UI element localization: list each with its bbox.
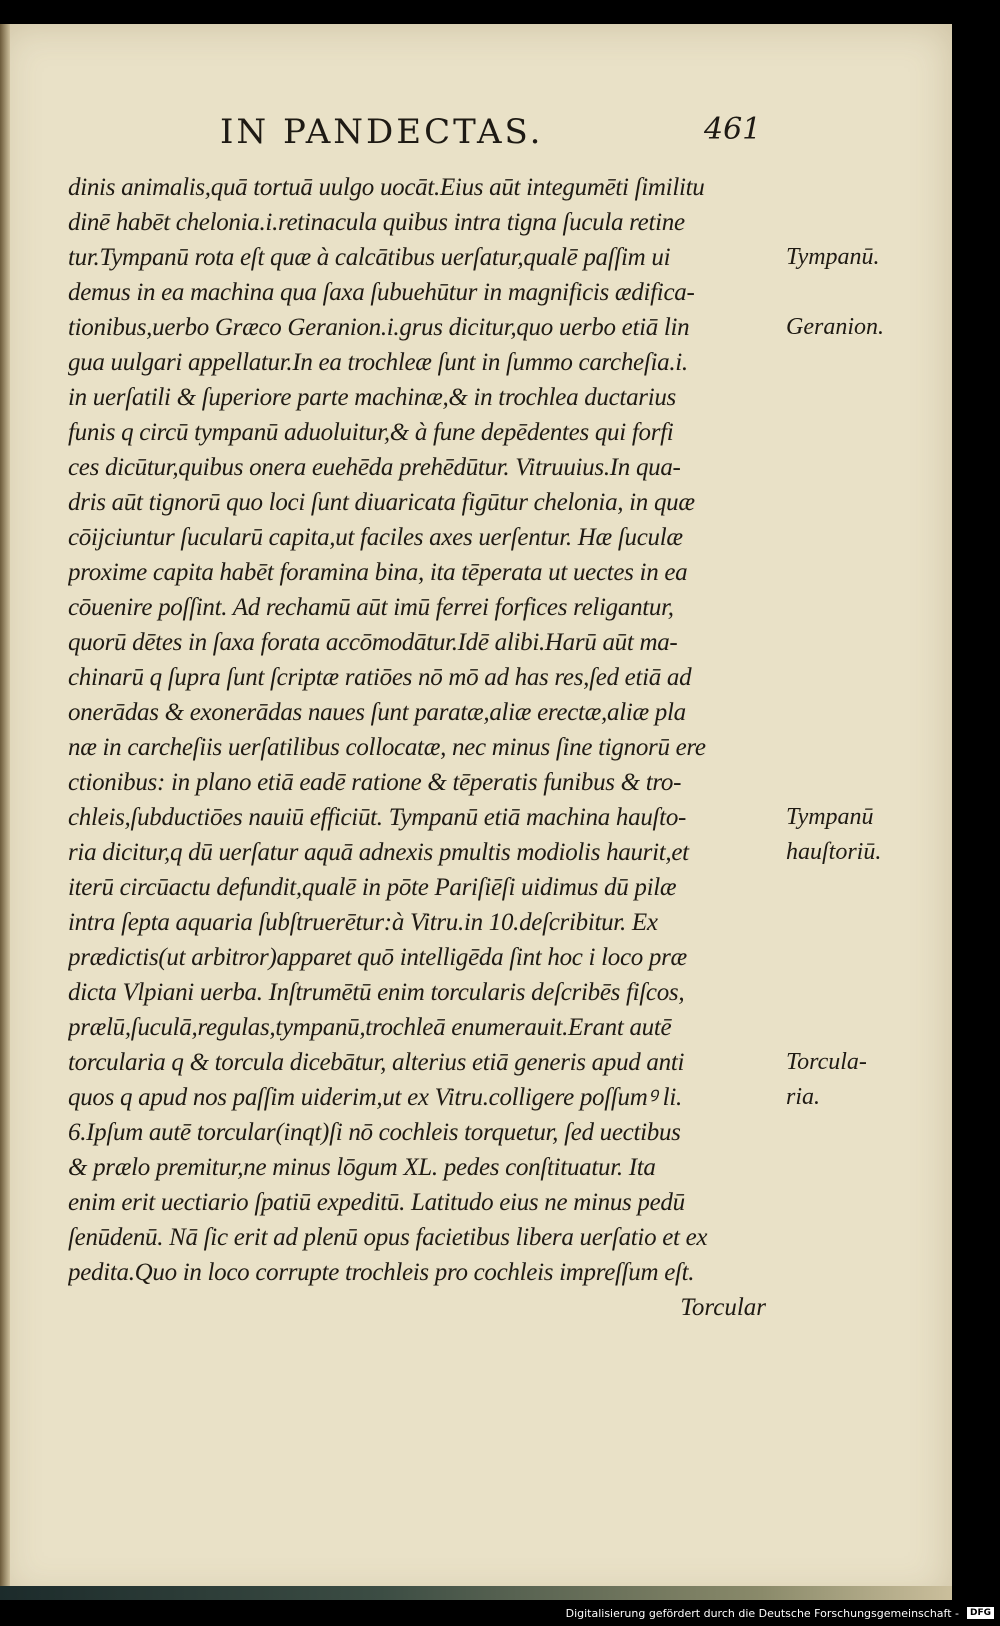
text-line: næ in carcheſiis uerſatilibus collocatæ, nec minus ſine tignorū ere	[68, 734, 706, 761]
margin-note-geranion: Geranion.	[786, 314, 884, 340]
text-line: enim erit uectiario ſpatiū expeditū. Latitudo eius ne minus pedū	[68, 1189, 685, 1216]
dfg-logo-icon: DFG	[967, 1607, 994, 1619]
text-line: prædictis(ut arbitror)apparet quō intelligēda ſint hoc i loco præ	[68, 944, 687, 971]
digitization-footer	[0, 1604, 1000, 1622]
text-line: dicta Vlpiani uerba. Inſtrumētū enim torcularis deſcribēs fiſcos,	[68, 979, 685, 1006]
text-line: onerādas & exonerādas naues ſunt paratæ,aliæ erectæ,aliæ pla	[68, 699, 686, 726]
text-line: proxime capita habēt foramina bina, ita tēperata ut uectes in ea	[68, 559, 688, 586]
text-line: intra ſepta aquaria ſubſtruerētur:à Vitru.in 10.deſcribitur. Ex	[68, 909, 658, 936]
text-line: pedita.Quo in loco corrupte trochleis pro cochleis impreſſum eſt.	[68, 1259, 695, 1286]
text-line: quorū dētes in ſaxa forata accōmodātur.Idē alibi.Harū aūt ma-	[68, 629, 678, 656]
margin-note-tympanum-haustorium: Tympanū	[786, 804, 874, 830]
text-line: gua uulgari appellatur.In ea trochleæ ſunt in ſummo carcheſia.i.	[68, 349, 688, 376]
text-line: dris aūt tignorū quo loci ſunt diuaricata figūtur chelonia, in quæ	[68, 489, 695, 516]
book-page	[0, 24, 952, 1600]
text-line: ctionibus: in plano etiā eadē ratione & tēperatis funibus & tro-	[68, 769, 682, 796]
running-title: IN PANDECTAS.	[220, 112, 544, 152]
footer-credit: Digitalisierung gefördert durch die Deutsche Forschungsgemeinschaft -	[565, 1606, 959, 1620]
text-line: in uerſatili & ſuperiore parte machinæ,& in trochlea ductarius	[68, 384, 676, 411]
text-line: chleis,ſubductiōes nauiū efficiūt. Tympanū etiā machina hauſto-	[68, 804, 687, 831]
text-line: cōijciuntur ſucularū capita,ut faciles axes uerſentur. Hæ ſuculæ	[68, 524, 683, 551]
scan-bottom-strip	[0, 1586, 952, 1600]
text-line: quos q apud nos paſſim uiderim,ut ex Vitru.colligere poſſumꝰ li.	[68, 1084, 682, 1111]
text-line: dinis animalis,quā tortuā uulgo uocāt.Eius aūt integumēti ſimilitu	[68, 174, 705, 201]
margin-note-haustorium: hauſtoriū.	[786, 839, 882, 865]
text-line: ſenūdenū. Nā ſic erit ad plenū opus facietibus libera uerſatio et ex	[68, 1224, 708, 1251]
text-line: chinarū q ſupra ſunt ſcriptæ ratiōes nō mō ad has res,ſed etiā ad	[68, 664, 692, 691]
margin-note-tympanum: Tympanū.	[786, 244, 880, 270]
text-line: tur.Tympanū rota eſt quæ à calcātibus uerſatur,qualē paſſim ui	[68, 244, 671, 271]
page-header	[0, 94, 952, 154]
text-line: tionibus,uerbo Græco Geranion.i.grus dicitur,quo uerbo etiā lin	[68, 314, 690, 341]
text-line: prælū,ſuculā,regulas,tympanū,trochleā enumerauit.Erant autē	[68, 1014, 672, 1041]
page-gutter-edge	[0, 24, 10, 1600]
text-line: torcularia q & torcula dicebātur, alterius etiā generis apud anti	[68, 1049, 685, 1076]
text-line: ces dicūtur,quibus onera euehēda prehēdūtur. Vitruuius.In qua-	[68, 454, 681, 481]
text-line: iterū circūactu defundit,qualē in pōte Pariſiēſi uidimus dū pilæ	[68, 874, 677, 901]
main-text-block	[68, 170, 774, 1325]
text-line: funis q circū tympanū aduoluitur,& à fune depēdentes qui forfi	[68, 419, 674, 446]
text-line: cōuenire poſſint. Ad rechamū aūt imū ferrei forfices religantur,	[68, 594, 674, 621]
folio-number: 461	[704, 112, 762, 147]
text-line: 6.Ipſum autē torcular(inqt)ſi nō cochleis torquetur, ſed uectibus	[68, 1119, 681, 1146]
catchword: Torcular	[680, 1294, 766, 1321]
text-line: & prælo premitur,ne minus lōgum XL. pedes conſtituatur. Ita	[68, 1154, 656, 1181]
margin-note-ria: ria.	[786, 1084, 821, 1110]
margin-note-torcularia: Torcula-	[786, 1049, 867, 1075]
text-line: dinē habēt chelonia.i.retinacula quibus intra tigna ſucula retine	[68, 209, 685, 236]
text-line: ria dicitur,q dū uerſatur aquā adnexis pmultis modiolis haurit,et	[68, 839, 689, 866]
text-line: demus in ea machina qua ſaxa ſubuehūtur in magnificis ædifica-	[68, 279, 695, 306]
